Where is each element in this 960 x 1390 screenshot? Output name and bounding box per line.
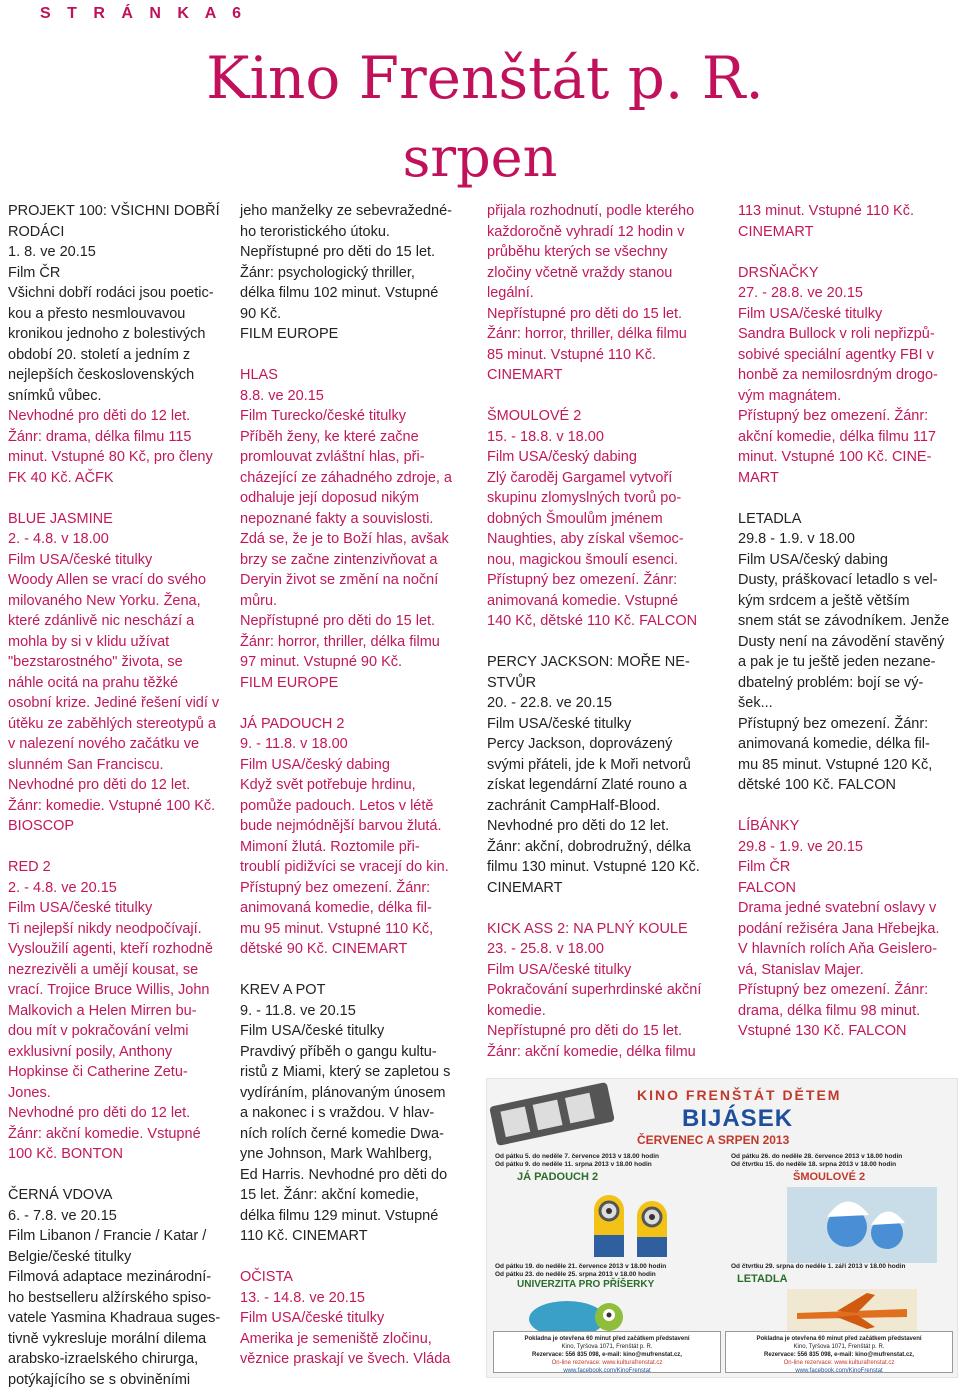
text-line: Film ČR: [738, 857, 958, 878]
monsters-image: [527, 1291, 647, 1331]
text-line: OČISTA: [240, 1267, 465, 1288]
text-line: Belgie/české titulky: [8, 1247, 230, 1268]
page-title: Kino Frenštát p. R.: [0, 44, 960, 112]
text-line: vrací. Trojice Bruce Willis, John: [8, 980, 230, 1001]
text-line: Dusty není na závodění stavěný: [738, 632, 958, 653]
text-line: v nalezení nového začátku ve: [8, 734, 230, 755]
text-line: náhle ocitá na prahu těžké: [8, 673, 230, 694]
film-reel-icon: [487, 1079, 627, 1149]
poster-schedule: Od pátku 26. do neděle 28. července 2013 v 18.00 hodin: [731, 1153, 902, 1160]
planes-image: [787, 1289, 917, 1331]
text-line: 2. - 4.8. ve 20.15: [8, 878, 230, 899]
info-box-line: www.facebook.com/KinoFrenstat: [726, 1367, 952, 1375]
text-line: 140 Kč, dětské 110 Kč. FALCON: [487, 611, 722, 632]
text-line: Žánr: horror, thriller, délka filmu: [240, 632, 465, 653]
column-2: [240, 201, 465, 1370]
info-box-left: [493, 1331, 721, 1373]
poster-schedule: Od pátku 9. do neděle 11. srpna 2013 v 18.00 hodin: [495, 1161, 652, 1168]
text-line: a nakonec i s vraždou. V hlav-: [240, 1103, 465, 1124]
text-line: nezrezivěli a umějí kousat, se: [8, 960, 230, 981]
text-line: slunném San Franciscu.: [8, 755, 230, 776]
text-line: Jones.: [8, 1083, 230, 1104]
text-line: období 20. století a jedním z: [8, 345, 230, 366]
minions-image: [579, 1187, 689, 1263]
text-line: Přístupný bez omezení. Žánr:: [738, 980, 958, 1001]
spacer: [240, 693, 465, 714]
text-line: BIOSCOP: [8, 816, 230, 837]
text-line: akční komedie, délka filmu 117: [738, 427, 958, 448]
text-line: DRSŇAČKY: [738, 263, 958, 284]
text-line: 6. - 7.8. ve 20.15: [8, 1206, 230, 1227]
text-line: Nepřístupné pro děti do 15 let.: [487, 304, 722, 325]
text-line: Nevhodné pro děti do 12 let.: [8, 775, 230, 796]
text-line: Ed Harris. Nevhodné pro děti do: [240, 1165, 465, 1186]
text-line: ristů z Miami, který se zapletou s: [240, 1062, 465, 1083]
text-line: vydíráním, plánovaným únosem: [240, 1083, 465, 1104]
text-line: FALCON: [738, 878, 958, 899]
text-line: legální.: [487, 283, 722, 304]
text-line: ŠMOULOVÉ 2: [487, 406, 722, 427]
text-line: vá, Stanislav Majer.: [738, 960, 958, 981]
text-line: 85 minut. Vstupné 110 Kč.: [487, 345, 722, 366]
info-box-right: [725, 1331, 953, 1373]
text-line: 8.8. ve 20.15: [240, 386, 465, 407]
info-box-line: www.facebook.com/KinoFrenstat: [494, 1367, 720, 1375]
info-box-line: Kino, Tyršova 1071, Frenštát p. R.: [494, 1343, 720, 1351]
spacer: [738, 488, 958, 509]
text-line: CINEMART: [738, 222, 958, 243]
text-line: Žánr: horror, thriller, délka filmu: [487, 324, 722, 345]
text-line: nou, magickou šmoulí esenci.: [487, 550, 722, 571]
poster-heading: KINO FRENŠTÁT DĚTEM: [637, 1087, 841, 1103]
text-line: Film ČR: [8, 263, 230, 284]
text-line: Nepřístupné pro děti do 15 let.: [240, 611, 465, 632]
text-line: 27. - 28.8. ve 20.15: [738, 283, 958, 304]
text-line: věznice praskají ve švech. Vláda: [240, 1349, 465, 1370]
text-line: CINEMART: [487, 365, 722, 386]
text-line: Amerika je semeniště zločinu,: [240, 1329, 465, 1350]
text-line: skupinu zlomyslných tvorů po-: [487, 488, 722, 509]
text-line: dou mít v pokračování velmi: [8, 1021, 230, 1042]
text-line: 90 Kč.: [240, 304, 465, 325]
spacer: [240, 345, 465, 366]
text-line: 15. - 18.8. v 18.00: [487, 427, 722, 448]
text-line: 9. - 11.8. v 18.00: [240, 734, 465, 755]
text-line: Vstupné 130 Kč. FALCON: [738, 1021, 958, 1042]
info-box-line: Rezervace: 556 835 098, e-mail: kino@mufrenstat.cz,: [726, 1351, 952, 1359]
text-line: Film Turecko/české titulky: [240, 406, 465, 427]
text-line: FILM EUROPE: [240, 673, 465, 694]
text-line: arabsko-izraelského chirurga,: [8, 1349, 230, 1370]
text-line: potýkajícího se s obviněními: [8, 1370, 230, 1390]
text-line: Naughties, aby získal všemoc-: [487, 529, 722, 550]
text-line: Pokračování superhrdinské akční: [487, 980, 722, 1001]
text-line: Deryin život se změní na noční: [240, 570, 465, 591]
poster-period: ČERVENEC A SRPEN 2013: [637, 1133, 789, 1147]
text-line: Žánr: akční, dobrodružný, délka: [487, 837, 722, 858]
info-box-line: On-line rezervace: www.kulturafrenstat.cz: [726, 1359, 952, 1367]
text-line: 113 minut. Vstupné 110 Kč.: [738, 201, 958, 222]
text-line: Zlý čaroděj Gargamel vytvoří: [487, 468, 722, 489]
spacer: [8, 488, 230, 509]
text-line: vatele Yasmina Khadraua suges-: [8, 1308, 230, 1329]
text-line: každoročně vyhradí 12 hodin v: [487, 222, 722, 243]
text-line: Žánr: drama, délka filmu 115: [8, 427, 230, 448]
column-1: [8, 201, 230, 1390]
text-line: zločiny včetně vraždy stanou: [487, 263, 722, 284]
info-box-line: Pokladna je otevřena 60 minut před začátkem představení: [494, 1335, 720, 1343]
text-line: Nevhodné pro děti do 12 let.: [8, 1103, 230, 1124]
text-line: Drama jedné svatební oslavy v: [738, 898, 958, 919]
text-line: Hopkinse či Catherine Zetu-: [8, 1062, 230, 1083]
column-3: [487, 201, 722, 1062]
text-line: Zdá se, že je to Boží hlas, avšak: [240, 529, 465, 550]
text-line: FK 40 Kč. AČFK: [8, 468, 230, 489]
text-line: CINEMART: [487, 878, 722, 899]
text-line: minut. Vstupné 100 Kč. CINE-: [738, 447, 958, 468]
text-line: ho bestselleru alžírského spiso-: [8, 1288, 230, 1309]
page-subtitle: srpen: [0, 126, 960, 189]
text-line: 29.8 - 1.9. ve 20.15: [738, 837, 958, 858]
text-line: KICK ASS 2: NA PLNÝ KOULE: [487, 919, 722, 940]
text-line: Film USA/český dabing: [487, 447, 722, 468]
poster-schedule: Od pátku 23. do neděle 25. srpna 2013 v 18.00 hodin: [495, 1271, 656, 1278]
text-line: minut. Vstupné 80 Kč, pro členy: [8, 447, 230, 468]
spacer: [487, 386, 722, 407]
text-line: RODÁCI: [8, 222, 230, 243]
text-line: dětské 90 Kč. CINEMART: [240, 939, 465, 960]
text-line: animovaná komedie, délka fil-: [738, 734, 958, 755]
text-line: 20. - 22.8. ve 20.15: [487, 693, 722, 714]
text-line: Film USA/české titulky: [487, 714, 722, 735]
text-line: exklusivní posily, Anthony: [8, 1042, 230, 1063]
text-line: Film USA/český dabing: [738, 550, 958, 571]
text-line: kronikou jednoho z bolestivých: [8, 324, 230, 345]
text-line: Nevhodné pro děti do 12 let.: [487, 816, 722, 837]
text-line: Žánr: psychologický thriller,: [240, 263, 465, 284]
text-line: kým srdcem a ještě větším: [738, 591, 958, 612]
text-line: útěku ze zaběhlých stereotypů a: [8, 714, 230, 735]
text-line: dbatelný problém: bojí se vý-: [738, 673, 958, 694]
text-line: Přístupný bez omezení. Žánr:: [240, 878, 465, 899]
text-line: kou a přesto nesmlouvavou: [8, 304, 230, 325]
text-line: Dusty, práškovací letadlo s vel-: [738, 570, 958, 591]
bijasek-poster: [486, 1078, 958, 1378]
text-line: yne Johnson, Mark Wahlberg,: [240, 1144, 465, 1165]
text-line: animovaná komedie, délka fil-: [240, 898, 465, 919]
text-line: průběhu kterých se všechny: [487, 242, 722, 263]
column-4: [738, 201, 958, 1042]
text-line: mu 85 minut. Vstupné 120 Kč,: [738, 755, 958, 776]
text-line: Mimoní žlutá. Roztomile při-: [240, 837, 465, 858]
text-line: přijala rozhodnutí, podle kterého: [487, 201, 722, 222]
text-line: Film USA/české titulky: [738, 304, 958, 325]
text-line: Nepřístupné pro děti do 15 let.: [487, 1021, 722, 1042]
text-line: 9. - 11.8. ve 20.15: [240, 1001, 465, 1022]
text-line: RED 2: [8, 857, 230, 878]
text-line: Pravdivý příběh o gangu kultu-: [240, 1042, 465, 1063]
text-line: Přístupný bez omezení. Žánr:: [487, 570, 722, 591]
text-line: vým magnátem.: [738, 386, 958, 407]
text-line: Film USA/české titulky: [240, 1308, 465, 1329]
text-line: dětské 100 Kč. FALCON: [738, 775, 958, 796]
page-label: S T R Á N K A 6: [40, 5, 247, 23]
text-line: FILM EUROPE: [240, 324, 465, 345]
spacer: [240, 960, 465, 981]
text-line: snem stát se závodníkem. Jenže: [738, 611, 958, 632]
text-line: Žánr: akční komedie. Vstupné: [8, 1124, 230, 1145]
text-line: 1. 8. ve 20.15: [8, 242, 230, 263]
text-line: PROJEKT 100: VŠICHNI DOBŘÍ: [8, 201, 230, 222]
text-line: Přístupný bez omezení. Žánr:: [738, 714, 958, 735]
text-line: Film USA/české titulky: [8, 898, 230, 919]
info-box-line: On-line rezervace: www.kulturafrenstat.cz: [494, 1359, 720, 1367]
text-line: troublí pidižvíci se vracejí do kin.: [240, 857, 465, 878]
text-line: které zdánlivě nic neschází a: [8, 611, 230, 632]
text-line: Když svět potřebuje hrdinu,: [240, 775, 465, 796]
text-line: Percy Jackson, doprovázený: [487, 734, 722, 755]
text-line: osobní krize. Jediné řešení vidí v: [8, 693, 230, 714]
poster-film-title: JÁ PADOUCH 2: [517, 1171, 598, 1183]
spacer: [8, 837, 230, 858]
text-line: animovaná komedie. Vstupné: [487, 591, 722, 612]
text-line: V hlavních rolích Aňa Geislero-: [738, 939, 958, 960]
text-line: STVŮR: [487, 673, 722, 694]
text-line: "bezstarostného" života, se: [8, 652, 230, 673]
poster-schedule: Od pátku 19. do neděle 21. července 2013 v 18.00 hodin: [495, 1263, 666, 1270]
text-line: KREV A POT: [240, 980, 465, 1001]
text-line: ních rolích černé komedie Dwa-: [240, 1124, 465, 1145]
text-line: tivně vykresluje morální dilema: [8, 1329, 230, 1350]
text-line: 100 Kč. BONTON: [8, 1144, 230, 1165]
info-box-line: Pokladna je otevřena 60 minut před začátkem představení: [726, 1335, 952, 1343]
text-line: 29.8 - 1.9. v 18.00: [738, 529, 958, 550]
text-line: jeho manželky ze sebevražedné-: [240, 201, 465, 222]
text-line: Malkovich a Helen Mirren bu-: [8, 1001, 230, 1022]
text-line: Žánr: akční komedie, délka filmu: [487, 1042, 722, 1063]
text-line: 13. - 14.8. ve 20.15: [240, 1288, 465, 1309]
text-line: honbě za nemilosrdným drogo-: [738, 365, 958, 386]
text-line: brzy se začne zintenzivňovat a: [240, 550, 465, 571]
text-line: JÁ PADOUCH 2: [240, 714, 465, 735]
text-line: 110 Kč. CINEMART: [240, 1226, 465, 1247]
text-line: 97 minut. Vstupné 90 Kč.: [240, 652, 465, 673]
text-line: LETADLA: [738, 509, 958, 530]
spacer: [8, 1165, 230, 1186]
text-line: promlouvat zvláštní hlas, při-: [240, 447, 465, 468]
text-line: šek...: [738, 693, 958, 714]
text-line: Žánr: komedie. Vstupné 100 Kč.: [8, 796, 230, 817]
poster-schedule: Od čtvrtku 29. srpna do neděle 1. září 2013 v 18.00 hodin: [731, 1263, 905, 1270]
text-line: Přístupný bez omezení. Žánr:: [738, 406, 958, 427]
text-line: HLAS: [240, 365, 465, 386]
text-line: ČERNÁ VDOVA: [8, 1185, 230, 1206]
text-line: ho teroristického útoku.: [240, 222, 465, 243]
text-line: svými přáteli, jde k Moři netvorů: [487, 755, 722, 776]
smurfs-image: [787, 1187, 937, 1263]
poster-film-title: ŠMOULOVÉ 2: [793, 1171, 865, 1183]
text-line: Film USA/český dabing: [240, 755, 465, 776]
text-line: Film Libanon / Francie / Katar /: [8, 1226, 230, 1247]
text-line: 23. - 25.8. v 18.00: [487, 939, 722, 960]
text-line: snímků vůbec.: [8, 386, 230, 407]
text-line: Woody Allen se vrací do svého: [8, 570, 230, 591]
poster-schedule: Od pátku 5. do neděle 7. července 2013 v 18.00 hodin: [495, 1153, 659, 1160]
text-line: odhaluje její doposud nikým: [240, 488, 465, 509]
text-line: Film USA/české titulky: [8, 550, 230, 571]
text-line: Filmová adaptace mezinárodní-: [8, 1267, 230, 1288]
text-line: drama, délka filmu 98 minut.: [738, 1001, 958, 1022]
info-box-line: Rezervace: 556 835 098, e-mail: kino@mufrenstat.cz,: [494, 1351, 720, 1359]
spacer: [738, 796, 958, 817]
spacer: [738, 242, 958, 263]
text-line: mu 95 minut. Vstupné 110 Kč,: [240, 919, 465, 940]
text-line: můru.: [240, 591, 465, 612]
text-line: Film USA/české titulky: [240, 1021, 465, 1042]
text-line: cházející ze záhadného zdroje, a: [240, 468, 465, 489]
text-line: BLUE JASMINE: [8, 509, 230, 530]
text-line: bude nejmódnější barvou žlutá.: [240, 816, 465, 837]
spacer: [240, 1247, 465, 1268]
text-line: pomůže padouch. Letos v létě: [240, 796, 465, 817]
text-line: mohla by si v klidu užívat: [8, 632, 230, 653]
text-line: filmu 130 minut. Vstupné 120 Kč.: [487, 857, 722, 878]
text-line: Nepřístupné pro děti do 15 let.: [240, 242, 465, 263]
poster-schedule: Od čtvrtku 15. do neděle 18. srpna 2013 v 18.00 hodin: [731, 1161, 896, 1168]
text-line: LÍBÁNKY: [738, 816, 958, 837]
poster-film-title: LETADLA: [737, 1273, 788, 1285]
text-line: Příběh ženy, ke které začne: [240, 427, 465, 448]
text-line: Vysloužilí agenti, kteří rozhodně: [8, 939, 230, 960]
text-line: Nevhodné pro děti do 12 let.: [8, 406, 230, 427]
text-line: PERCY JACKSON: MOŘE NE-: [487, 652, 722, 673]
text-line: podání režiséra Jana Hřebejka.: [738, 919, 958, 940]
info-box-line: Kino, Tyršova 1071, Frenštát p. R.: [726, 1343, 952, 1351]
text-line: 15 let. Žánr: akční komedie,: [240, 1185, 465, 1206]
text-line: Sandra Bullock v roli nepřizpů-: [738, 324, 958, 345]
text-line: získat legendární Zlaté rouno a: [487, 775, 722, 796]
text-line: Film USA/české titulky: [487, 960, 722, 981]
text-line: délka filmu 129 minut. Vstupné: [240, 1206, 465, 1227]
text-line: Ti nejlepší nikdy neodpočívají.: [8, 919, 230, 940]
text-line: komedie.: [487, 1001, 722, 1022]
text-line: MART: [738, 468, 958, 489]
text-line: 2. - 4.8. v 18.00: [8, 529, 230, 550]
text-line: nejlepších československých: [8, 365, 230, 386]
text-line: nepoznané fakty a souvislosti.: [240, 509, 465, 530]
poster-film-title: UNIVERZITA PRO PŘÍŠERKY: [517, 1279, 654, 1290]
spacer: [487, 898, 722, 919]
text-line: dobných Šmoulům jménem: [487, 509, 722, 530]
spacer: [487, 632, 722, 653]
text-line: délka filmu 102 minut. Vstupné: [240, 283, 465, 304]
text-line: Všichni dobří rodáci jsou poetic-: [8, 283, 230, 304]
text-line: a pak je tu ještě jeden nezane-: [738, 652, 958, 673]
text-line: zachránit CampHalf-Blood.: [487, 796, 722, 817]
text-line: milovaného New Yorku. Žena,: [8, 591, 230, 612]
poster-title: BIJÁSEK: [682, 1105, 793, 1133]
text-line: sobivé speciální agentky FBI v: [738, 345, 958, 366]
